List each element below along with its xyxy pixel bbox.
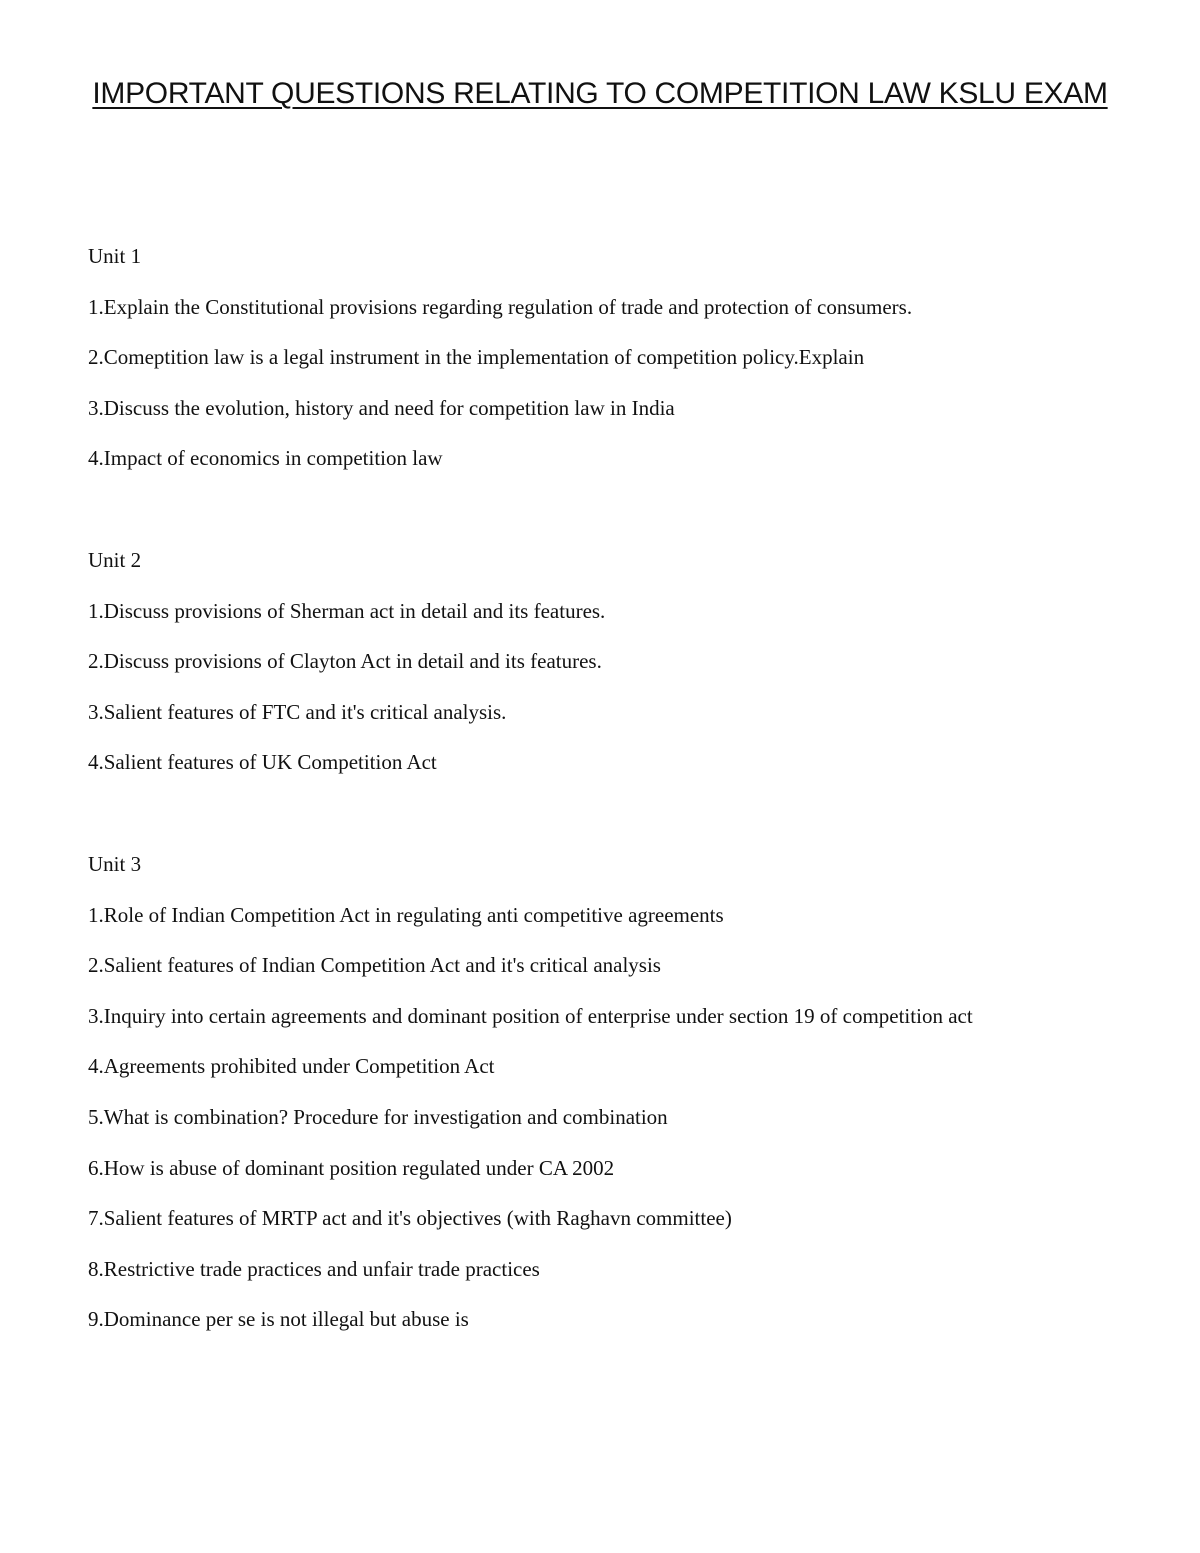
unit-heading: Unit 1	[88, 244, 142, 268]
question-item: 4.Agreements prohibited under Competition Act	[88, 1054, 495, 1079]
question-item: 3.Salient features of FTC and it's critical analysis.	[88, 699, 507, 724]
unit-heading: Unit 2	[88, 548, 142, 572]
question-item: 2.Salient features of Indian Competition Act and it's critical analysis	[88, 953, 661, 978]
question-item: 4.Impact of economics in competition law	[88, 446, 443, 471]
question-item: 1.Explain the Constitutional provisions regarding regulation of trade and protection of consumers.	[88, 294, 913, 319]
question-item: 5.What is combination? Procedure for investigation and combination	[88, 1104, 668, 1129]
question-item: 3.Discuss the evolution, history and need for competition law in India	[88, 395, 675, 420]
unit-2-section	[88, 545, 1148, 798]
unit-heading: Unit 3	[88, 852, 142, 876]
unit-1-section	[88, 241, 1148, 494]
question-item: 6.How is abuse of dominant position regulated under CA 2002	[88, 1155, 615, 1180]
question-item: 4.Salient features of UK Competition Act	[88, 750, 437, 775]
question-item: 3.Inquiry into certain agreements and dominant position of enterprise under section 19 of competition act	[88, 1003, 973, 1028]
question-item: 9.Dominance per se is not illegal but abuse is	[88, 1307, 469, 1332]
question-item: 7.Salient features of MRTP act and it's objectives (with Raghavn committee)	[88, 1206, 732, 1231]
question-item: 2.Comeptition law is a legal instrument in the implementation of competition policy.Explain	[88, 345, 865, 370]
question-item: 2.Discuss provisions of Clayton Act in detail and its features.	[88, 649, 602, 674]
question-item: 8.Restrictive trade practices and unfair trade practices	[88, 1256, 540, 1281]
question-item: 1.Role of Indian Competition Act in regulating anti competitive agreements	[88, 902, 724, 927]
unit-3-section	[88, 849, 1148, 1355]
document-title: IMPORTANT QUESTIONS RELATING TO COMPETITION LAW KSLU EXAM	[92, 77, 1108, 110]
question-item: 1.Discuss provisions of Sherman act in detail and its features.	[88, 598, 606, 623]
